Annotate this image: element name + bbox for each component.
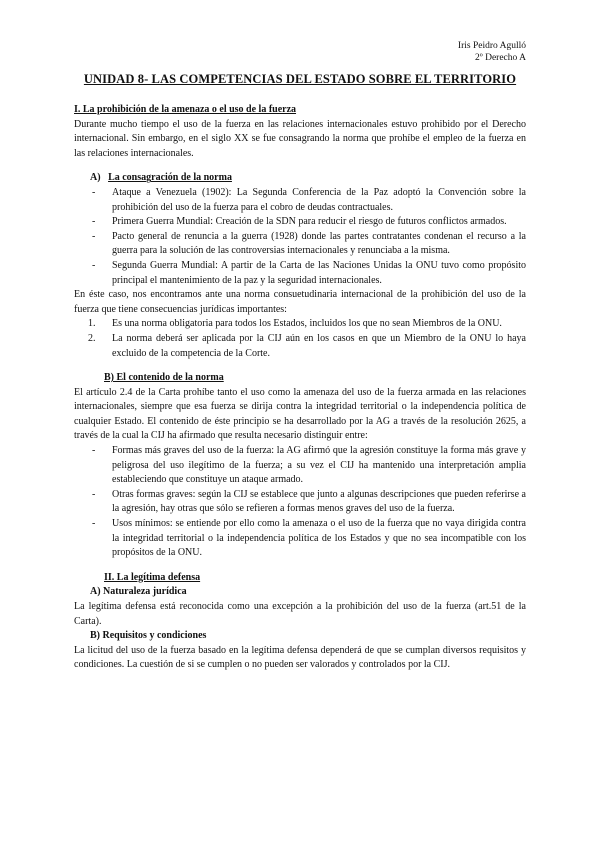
forms-of-force-list bbox=[74, 444, 526, 561]
section-2-heading: II. La legítima defensa bbox=[104, 571, 201, 583]
subsection-2a-body: La legítima defensa está reconocida como una excepción a la prohibición del uso de la fuerza (art.51 de la Carta). bbox=[74, 601, 526, 627]
section-1-heading: I. La prohibición de la amenaza o el uso de la fuerza bbox=[74, 104, 297, 115]
subsection-1a-title: La consagración de la norma bbox=[108, 172, 232, 184]
subsection-2b-heading: B) Requisitos y condiciones bbox=[90, 630, 207, 642]
list-item bbox=[74, 332, 526, 361]
subsection-1a-heading bbox=[74, 171, 526, 186]
subsection-1a-label: A) bbox=[90, 172, 101, 184]
list-item: - Otras formas graves: según la CIJ se establece que junto a algunas descripciones que pueden referirse a la agresión, hay otras que sólo se refieren a formas menos graves del uso de la fuerza. bbox=[74, 488, 526, 517]
subsection-2b-body: La licitud del uso de la fuerza basado en la legítima defensa dependerá de que se cumplan diversos requisitos y condiciones. La cuestión de si se cumplen o no pueden ser valorados y controlados por la CIJ. bbox=[74, 644, 526, 671]
subsection-2a-heading: A) Naturaleza jurídica bbox=[90, 586, 187, 598]
list-item: - Usos mínimos: se entiende por ello como la amenaza o el uso de la fuerza que no vaya dirigida contra la integridad territorial o la independencia política de los Estados y que no sea incompatible con los propósitos de la ONU. bbox=[74, 517, 526, 561]
list-item: - Pacto general de renuncia a la guerra (1928) donde las partes contratantes condenan el recurso a la guerra para la solución de las controversias internacionales y renunciaba a la misma. bbox=[74, 230, 526, 259]
list-item: - Primera Guerra Mundial: Creación de la SDN para reducir el riesgo de futuros conflictos armados. bbox=[74, 215, 526, 230]
list-item: - Ataque a Venezuela (1902): La Segunda Conferencia de la Paz adoptó la Convención sobre la prohibición del uso de la fuerza para el cobro de deudas contractuales. bbox=[74, 186, 526, 215]
list-text: La norma deberá ser aplicada por la CIJ aún en los casos en que un Miembro de la ONU lo haya excluido de la competencia de la Corte. bbox=[112, 332, 526, 359]
list-text: Es una norma obligatoria para todos los Estados, incluidos los que no sean Miembros de la ONU. bbox=[112, 318, 502, 330]
section-1-intro: Durante mucho tiempo el uso de la fuerza en las relaciones internacionales estuvo prohibido por el Derecho internacional. Sin embargo, en el siglo XX se fue consagrando la norma que prohíbe el empleo de la fuerza en las relaciones internacionales. bbox=[74, 118, 526, 159]
author-name: Iris Peidro Agulló bbox=[457, 41, 526, 51]
course-label: 2º Derecho A bbox=[475, 53, 526, 63]
subsection-1b-body: El artículo 2.4 de la Carta prohíbe tanto el uso como la amenaza del uso de la fuerza armada en las relaciones internacionales, siempre que esa fuerza se dirija contra la integridad territorial o la independencia política de cualquier Estado. El contenido de éste principio se ha desarrollado por la AG a través de la resolución 2625, a través de la cual la CIJ ha afirmado que resulta necesario distinguir entre: bbox=[74, 386, 526, 442]
list-item: - Formas más graves del uso de la fuerza: la AG afirmó que la agresión constituye la forma más grave y peligrosa del uso ilegítimo de la fuerza; a su vez el CIJ ha mantenido una interpretación amplia estableciendo que constituye un ataque armado. bbox=[74, 444, 526, 488]
subsection-1b-heading: B) El contenido de la norma bbox=[104, 372, 224, 384]
consequences-list bbox=[74, 317, 526, 361]
document-body bbox=[74, 103, 526, 673]
page-header bbox=[458, 40, 526, 64]
consagracion-list bbox=[74, 186, 526, 288]
list-item bbox=[74, 317, 526, 332]
list-item: - Segunda Guerra Mundial: A partir de la Carta de las Naciones Unidas la ONU tuvo como propósito principal el mantenimiento de la paz y la seguridad internacionales. bbox=[74, 259, 526, 288]
document-title: UNIDAD 8- LAS COMPETENCIAS DEL ESTADO SOBRE EL TERRITORIO bbox=[83, 72, 517, 86]
list-number: 1. bbox=[88, 318, 96, 330]
subsection-1a-after: En éste caso, nos encontramos ante una norma consuetudinaria internacional de la prohibición del uso de la fuerza que tiene consecuencias jurídicas importantes: bbox=[74, 289, 526, 315]
list-number: 2. bbox=[88, 332, 96, 344]
